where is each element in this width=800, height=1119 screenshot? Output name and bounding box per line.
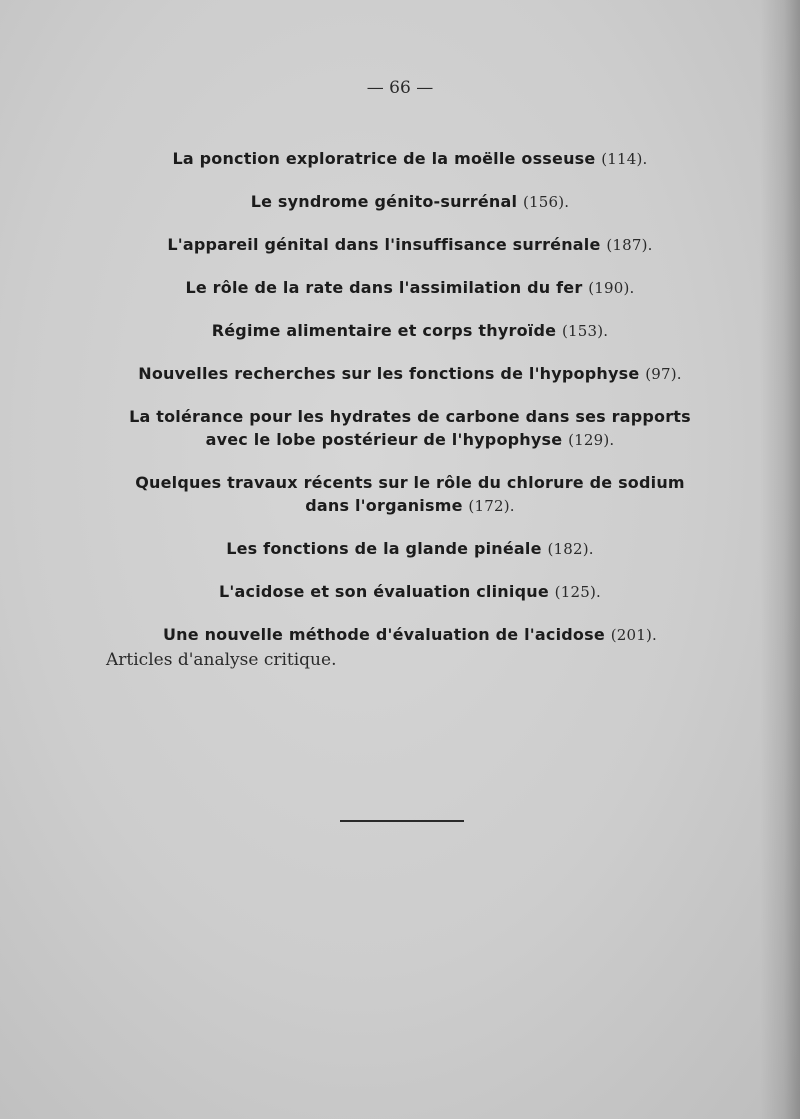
entry-title: Nouvelles recherches sur les fonctions de l'hypophyse bbox=[138, 364, 640, 383]
page-number: — 66 — bbox=[366, 78, 434, 98]
page-edge-shadow bbox=[760, 0, 800, 1119]
toc-entry bbox=[100, 362, 720, 386]
entry-title: L'acidose et son évaluation clinique bbox=[219, 582, 549, 601]
entry-reference: (172). bbox=[468, 497, 515, 515]
toc-entry bbox=[100, 623, 720, 647]
toc-entry bbox=[100, 537, 720, 561]
toc-entry bbox=[100, 319, 720, 343]
toc-entry bbox=[100, 405, 720, 452]
entry-reference: (201). bbox=[610, 626, 657, 644]
toc-entry bbox=[100, 233, 720, 257]
entry-title: Les fonctions de la glande pinéale bbox=[226, 539, 542, 558]
entry-title-line-1: La tolérance pour les hydrates de carbone dans ses rapports bbox=[129, 407, 691, 426]
closing-text: Articles d'analyse critique. bbox=[106, 650, 337, 670]
entry-title-line-2: dans l'organisme bbox=[305, 496, 463, 515]
entry-reference: (129). bbox=[568, 431, 615, 449]
entry-title-line-1: Quelques travaux récents sur le rôle du chlorure de sodium bbox=[135, 473, 685, 492]
entry-reference: (182). bbox=[547, 540, 594, 558]
entry-reference: (153). bbox=[561, 322, 609, 340]
entry-title-line-2: avec le lobe postérieur de l'hypophyse bbox=[205, 430, 563, 449]
entry-title: Régime alimentaire et corps thyroïde bbox=[211, 321, 557, 340]
horizontal-rule bbox=[340, 820, 464, 822]
entry-reference: (97). bbox=[645, 365, 682, 383]
entry-title: Le syndrome génito-surrénal bbox=[250, 192, 518, 211]
entry-title: La ponction exploratrice de la moëlle osseuse bbox=[172, 149, 596, 168]
toc-entry bbox=[100, 147, 720, 171]
toc-entry bbox=[100, 190, 720, 214]
entry-reference: (125). bbox=[554, 583, 601, 601]
entry-title: Une nouvelle méthode d'évaluation de l'acidose bbox=[162, 625, 605, 644]
entry-title: Le rôle de la rate dans l'assimilation du fer bbox=[185, 278, 583, 297]
entry-title: L'appareil génital dans l'insuffisance surrénale bbox=[167, 235, 601, 254]
entry-reference: (187). bbox=[606, 236, 653, 254]
entry-reference: (114). bbox=[601, 150, 648, 168]
table-of-contents bbox=[100, 147, 720, 666]
toc-entry bbox=[100, 276, 720, 300]
toc-entry bbox=[100, 471, 720, 518]
entry-reference: (190). bbox=[588, 279, 635, 297]
entry-reference: (156). bbox=[522, 193, 570, 211]
toc-entry bbox=[100, 580, 720, 604]
